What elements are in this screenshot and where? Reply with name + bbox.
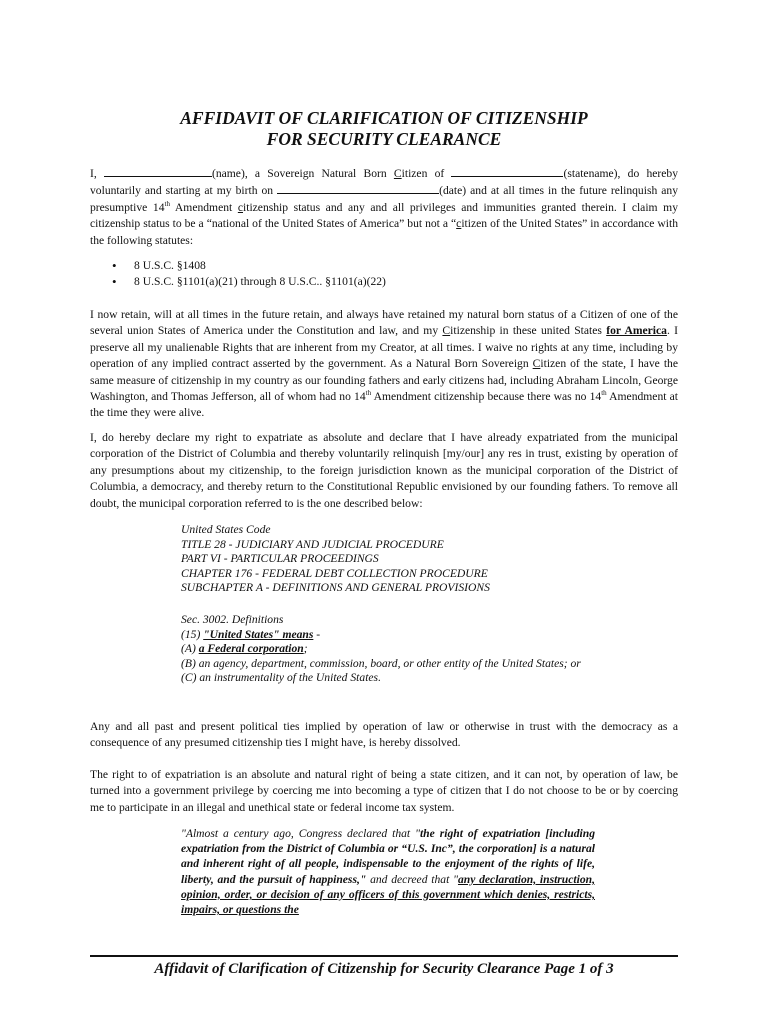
definition-a (181, 642, 595, 657)
para2-th2: th (601, 389, 607, 398)
code-line: CHAPTER 176 - FEDERAL DEBT COLLECTION PROCEDURE (181, 566, 488, 580)
quote-b: the right of expatriation [including expatriation from the District of Columbia or “U.S. Inc”, the corporation] is a natural and inherent right of all people, indispensable to the enjoyment of the rights of life, liberty, and the pursuit of happiness," (181, 827, 595, 886)
code-line: PART VI - PARTICULAR PROCEEDINGS (181, 552, 379, 566)
intro-th: th (164, 199, 170, 208)
quote-d: any declaration, instruction, opinion, order, or decision of any officers of this government which denies, restricts, impairs, or questions the (181, 872, 595, 917)
intro-claim-rest: itizen of the United States” in accordance with the following statutes: (90, 217, 678, 247)
para5-text: The right to of expatriation is an absolute and natural right of being a state citizen, and it can not, by operation of law, be turned into a government privilege by coercing me into becoming a type of citizen that I do not choose to be or by coercing me to participate in an illegal and unethical state or federal income tax system. (90, 768, 678, 814)
section-heading: Sec. 3002. Definitions (181, 613, 284, 626)
expatriate-paragraph (90, 430, 678, 512)
usc-code-block (181, 523, 595, 596)
for-america: for America (606, 324, 667, 338)
intro-statename-tail: (statename), do hereby voluntarily and starting at my birth on (90, 167, 679, 198)
intro-citizen-c: C (393, 167, 402, 180)
defa-post: ; (303, 642, 308, 656)
intro-date-tail: (date) and at all times in the future relinquish any presumptive 14 (90, 184, 679, 214)
code-line: TITLE 28 - JUDICIARY AND JUDICIAL PROCEDURE (181, 537, 444, 551)
statename-blank (451, 165, 563, 177)
definition-15 (181, 628, 595, 643)
footer-divider (90, 955, 678, 957)
code-line: United States Code (181, 523, 271, 536)
definitions-block (181, 613, 595, 686)
name-blank (104, 165, 212, 177)
defa-pre: (A) (181, 642, 199, 656)
para2-b: itizenship in these united States (450, 324, 607, 338)
intro-amend: Amendment (169, 200, 238, 214)
intro-c3: c (456, 217, 462, 231)
def15-bold: "United States" means (203, 627, 314, 641)
date-blank (277, 182, 439, 194)
retain-paragraph (90, 307, 678, 422)
para2-c-text: . I preserve all my unalienable Rights that are inherent from my Creator, at all times. I waive no rights at any time, including by operation of any implied contract asserted by the government. As a Natural Born Sovereign (90, 324, 678, 371)
quote-block (181, 826, 595, 917)
definition-b: (B) an agency, department, commission, board, or other entity of the United States; or (181, 656, 581, 670)
intro-c2: c (237, 200, 243, 214)
para2-c: C (442, 324, 451, 338)
para2-f: Amendment at the time they were alive. (90, 390, 678, 420)
quote-c: and decreed that " (366, 872, 458, 886)
document-title-line2: FOR SECURITY CLEARANCE (266, 129, 502, 149)
def15-pre: (15) (181, 627, 204, 641)
para2-d: itizen of the state, I have the same measure of citizenship in my country as our founding fathers and early citizens had, including Abraham Lincoln, George Washington, and Thomas Jefferson, all of whom had no 14 (90, 357, 678, 404)
definition-c: (C) an instrumentality of the United States. (181, 671, 381, 685)
intro-paragraph (90, 165, 678, 249)
page-footer: Affidavit of Clarification of Citizenship for Security Clearance Page 1 of 3 (154, 961, 614, 977)
para2-a: I now retain, will at all times in the future retain, and always have retained my natural born status of a Citizen of one of the several union States of America under the Constitution and law, and my (90, 308, 678, 338)
statute-item: • 8 U.S.C. §1408 (112, 258, 386, 274)
intro-amend-rest: itizenship status and any and all privileges and immunities granted therein. I claim my citizenship status to be a “national of the United States of America” but not a “ (90, 200, 678, 231)
intro-citizen-rest: itizen of (401, 167, 452, 180)
political-ties-paragraph (90, 719, 678, 752)
defa-bold: a Federal corporation (198, 642, 304, 656)
code-line: SUBCHAPTER A - DEFINITIONS AND GENERAL PROVISIONS (181, 581, 490, 595)
para3-text: I, do hereby declare my right to expatriate as absolute and declare that I have already expatriated from the municipal corporation of the District of Columbia and thereby voluntarily relinquish [my/our] any res in trust, existing by operation of any presumptions about my citizenship, to the foreign jurisdiction known as the municipal corporation of the District of Columbia, a democracy, and thereby return to the Constitutional Republic envisioned by our founding fathers. To remove all doubt, the municipal corporation referred to is the one described below: (90, 431, 678, 510)
intro-i: I, (90, 167, 97, 180)
intro-name-tail: (name), a Sovereign Natural Born (211, 167, 394, 180)
statute-list (112, 258, 386, 291)
para2-c2: C (532, 357, 541, 371)
def15-post: - (313, 627, 321, 641)
para2-e: Amendment citizenship because there was no 14 (371, 390, 602, 404)
document-title-line1: AFFIDAVIT OF CLARIFICATION OF CITIZENSHIP (180, 108, 588, 128)
right-of-expatriation-paragraph (90, 767, 678, 816)
para2-th1: th (365, 389, 372, 398)
quote-a: "Almost a century ago, Congress declared that " (181, 827, 420, 840)
para4-text: Any and all past and present political ties implied by operation of law or otherwise in trust with the democracy as a consequence of any presumed citizenship ties I might have, is hereby dissolved. (90, 720, 678, 750)
statute-item: • 8 U.S.C. §1101(a)(21) through 8 U.S.C.. §1101(a)(22) (112, 274, 386, 290)
